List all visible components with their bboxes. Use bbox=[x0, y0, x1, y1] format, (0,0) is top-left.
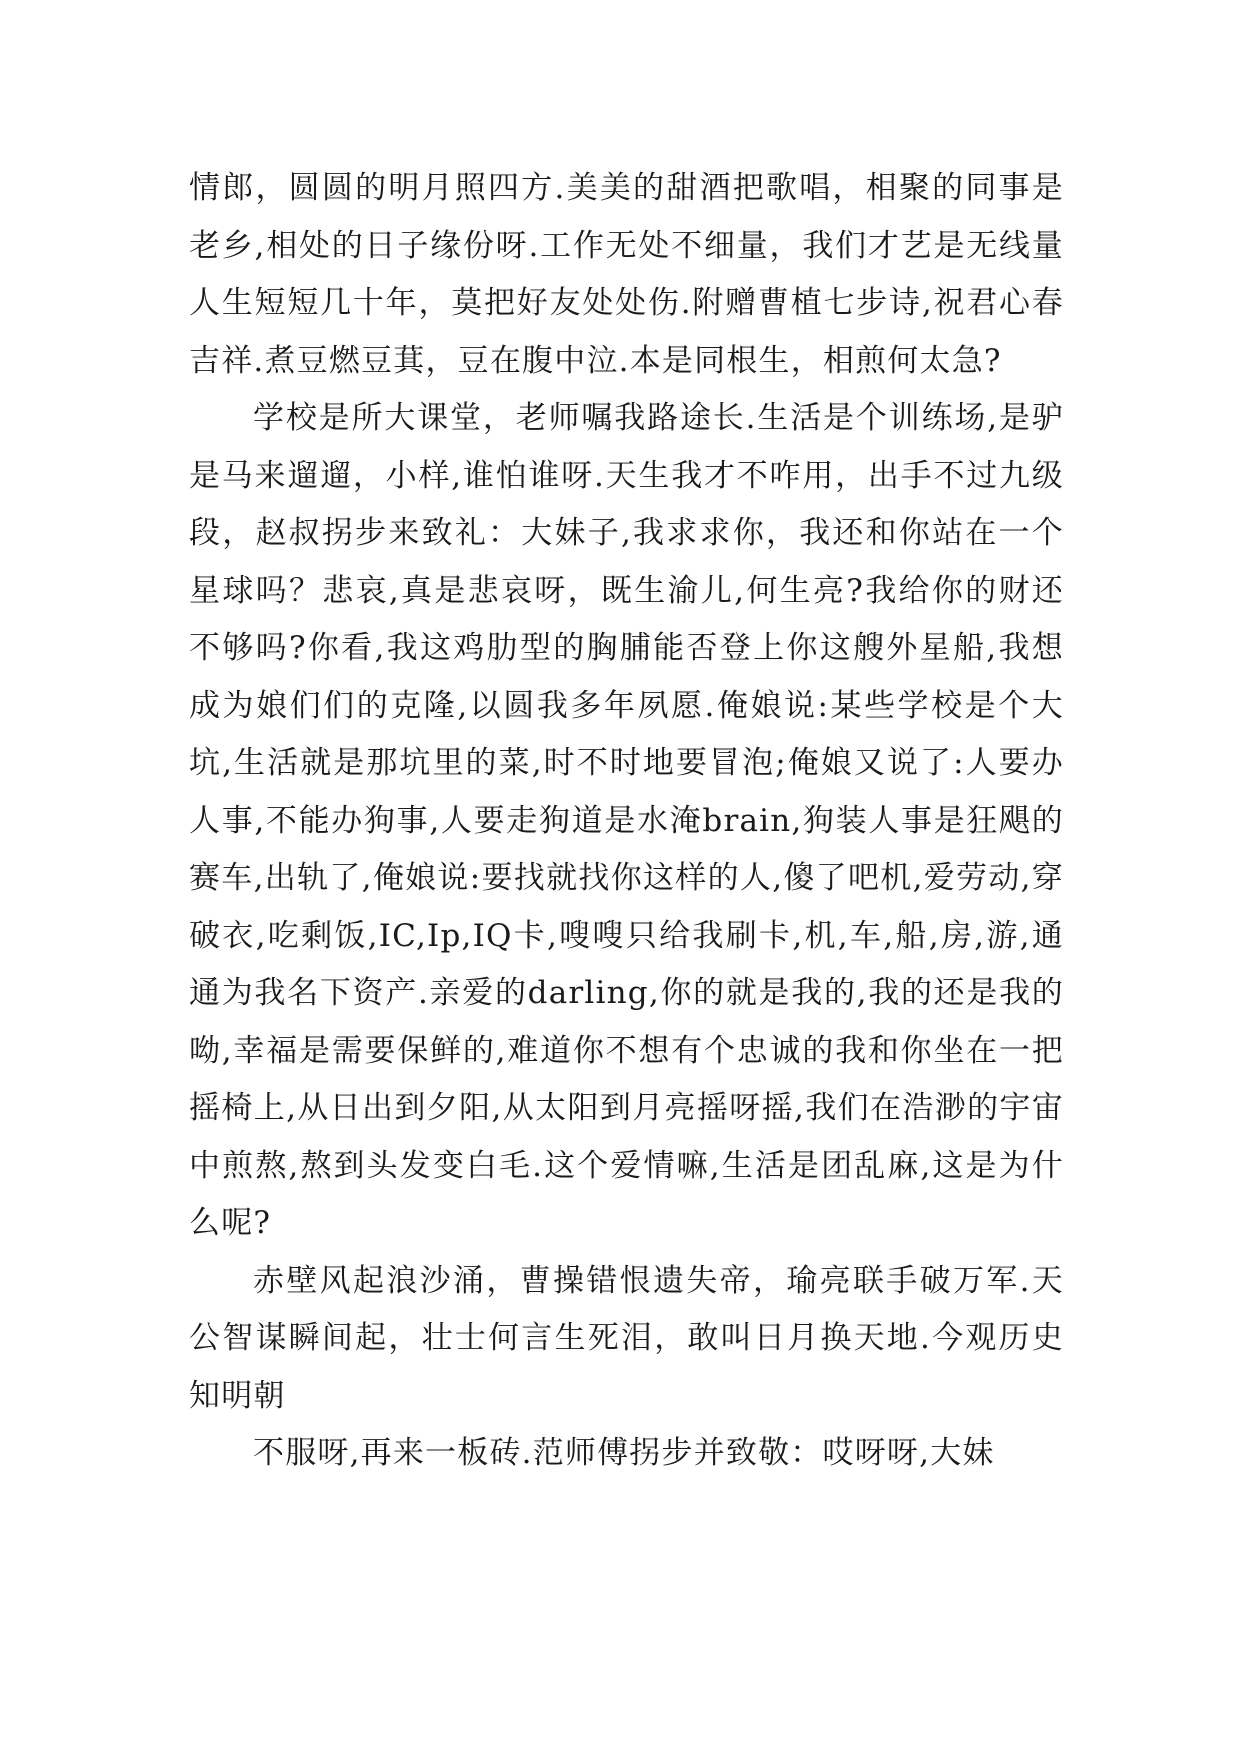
body-text bbox=[189, 160, 1064, 1483]
paragraph-bufu: 不服呀,再来一板砖.范师傅拐步并致敬：哎呀呀,大妹 bbox=[253, 1435, 995, 1471]
paragraph-continuation: 情郎，圆圆的明月照四方.美美的甜酒把歌唱，相聚的同事是老乡,相处的日子缘份呀.工作无处不细量，我们才艺是无线量人生短短几十年，莫把好友处处伤.附赠曹植七步诗,祝君心春吉祥.煮豆燃豆萁，豆在腹中泣.本是同根生，相煎何太急? bbox=[189, 170, 1064, 379]
paragraph-school: 学校是所大课堂，老师嘱我路途长.生活是个训练场,是驴是马来遛遛，小样,谁怕谁呀.天生我才不咋用，出手不过九级段，赵叔拐步来致礼：大妹子,我求求你，我还和你站在一个星球吗？悲哀,真是悲哀呀，既生渝儿,何生亮?我给你的财还不够吗?你看,我这鸡肋型的胸脯能否登上你这艘外星船,我想成为娘们们的克隆,以圆我多年夙愿.俺娘说:某些学校是个大坑,生活就是那坑里的菜,时不时地要冒泡;俺娘又说了:人要办人事,不能办狗事,人要走狗道是水淹brain,狗装人事是狂飓的赛车,出轨了,俺娘说:要找就找你这样的人,傻了吧机,爱劳动,穿破衣,吃剩饭,IC,Ip,IQ卡,嗖嗖只给我刷卡,机,车,船,房,游,通通为我名下资产.亲爱的darling,你的就是我的,我的还是我的呦,幸福是需要保鲜的,难道你不想有个忠诚的我和你坐在一把摇椅上,从日出到夕阳,从太阳到月亮摇呀摇,我们在浩渺的宇宙中煎熬,熬到头发变白毛.这个爱情嘛,生活是团乱麻,这是为什么呢? bbox=[189, 400, 1064, 1241]
paragraph-chibi: 赤壁风起浪沙涌，曹操错恨遗失帝，瑜亮联手破万军.天公智谋瞬间起，壮士何言生死泪，敢叫日月换天地.今观历史知明朝 bbox=[189, 1262, 1064, 1414]
